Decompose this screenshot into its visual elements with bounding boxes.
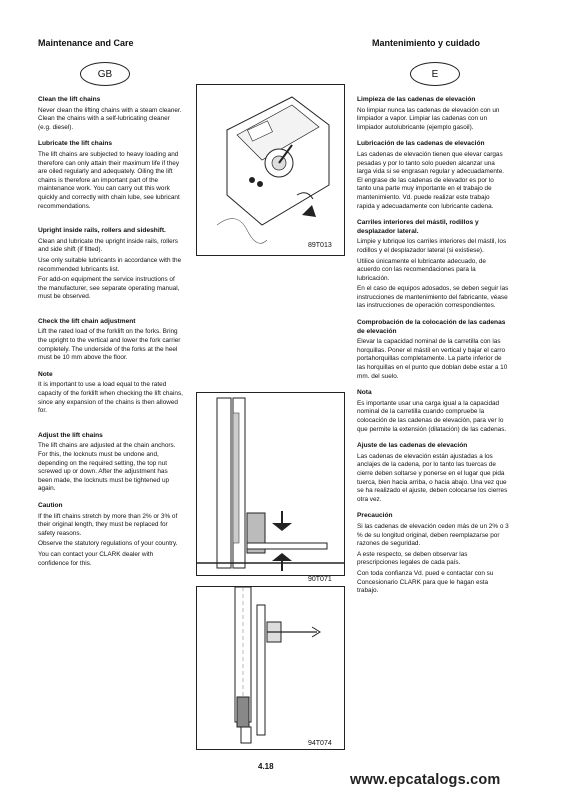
section-paragraph: It is important to use a load equal to the rated capacity of the forklift when checking the lift chains, since any expansion of the chains is then allowed for. [38,381,183,415]
section-heading: Ajuste de las cadenas de elevación [357,442,468,450]
english-section [38,227,183,302]
key-switch-illustration [197,85,344,255]
section-heading: Carriles interiores del mástil, rodillos y desplazador lateral. [357,219,479,235]
section-paragraph: The lift chains are adjusted at the chain anchors. For this, the locknuts must be undone and, depending on the required setting, the top nut screwed up or down. After the adjustment has been made, the locknuts must be tightened up again. [38,442,176,493]
spanish-column [357,96,509,604]
section-paragraph: If the lift chains stretch by more than 2% or 3% of their original length, they must be replaced for safety reasons. [38,512,178,537]
section-paragraph: Es importante usar una carga igual a la capacidad nominal de la carretilla cuando compruebe la colocación de las cadenas de elevación, para ver lo que permite la extensión (dilatación) de las cadenas. [357,399,507,433]
fork-height-illustration [197,393,344,575]
section-heading: Precaución [357,512,393,520]
section-paragraph: Clean and lubricate the upright inside rails, rollers and side shift (if fitted). [38,237,178,254]
section-paragraph: You can contact your CLARK dealer with confidence for this. [38,550,154,567]
section-heading: Nota [357,389,372,397]
section-heading: Comprobación de la colocación de las cadenas de elevación [357,319,506,335]
english-section [38,96,183,132]
language-badge-gb: GB [80,62,130,86]
figure-fork-height [196,392,345,576]
language-badge-e: E [410,62,460,86]
section-paragraph: Elevar la capacidad nominal de la carretilla con las horquillas. Poner el mástil en vertical y bajar el carro portahorquillas completamente. La parte inferior de las horquillas en el punto que doblan debe estar a 10 mm. del suelo. [357,338,508,380]
watermark: www.epcatalogs.com [350,772,501,788]
section-paragraph: Utilice únicamente el lubricante adecuado, de acuerdo con las recomendaciones para la lubricación. [357,257,486,282]
english-section [38,371,183,416]
spanish-section [357,319,509,381]
figure-label-2: 90T071 [308,576,332,583]
section-paragraph: Limpie y lubrique los carriles interiores del mástil, los rodillos y el desplazador lateral (si existiese). [357,238,507,254]
english-section [38,140,183,211]
header-right-title: Mantenimiento y cuidado [372,38,481,48]
section-paragraph: The lift chains are subjected to heavy loading and therefore can only attain their maximum life if they are oiled regularly and adequately. Oiling the lift chains is therefore an important part of the maintenance work. You can carry out this work quickly and correctly with chain lube, see lubricant recommendations. [38,150,180,210]
english-section [38,318,183,363]
section-heading: Upright inside rails, rollers and sideshift. [38,227,166,235]
section-heading: Caution [38,501,63,509]
spanish-section [357,442,509,504]
page-number: 4.18 [258,762,274,771]
english-section [38,502,183,568]
section-paragraph: Observe the statutory regulations of your country. [38,540,178,548]
section-paragraph: No limpiar nunca las cadenas de elevación con un limpiador a vapor. Limpiar las cadenas con un limpiador autolubricante (ejemplo gasoil). [357,106,500,131]
section-paragraph: Lift the rated load of the forklift on the forks. Bring the upright to the vertical and lower the fork carrier completely. The underside of the forks at the heel must be 10 mm above the floor. [38,328,181,362]
english-column [38,96,183,576]
chain-anchor-illustration [197,587,344,749]
spanish-section [357,389,509,434]
header-left-title: Maintenance and Care [38,38,134,48]
section-paragraph: Use only suitable lubricants in accordance with the recommended lubricants list. [38,256,182,273]
figure-label-3: 94T074 [308,740,332,747]
section-heading: Lubricate the lift chains [38,140,113,148]
spanish-section [357,96,509,132]
section-paragraph: Never clean the lifting chains with a steam cleaner. Clean the chains with a self-lubricating cleaner (e.g. diesel). [38,106,182,131]
english-section [38,432,183,494]
section-heading: Note [38,370,53,378]
spanish-section [357,512,509,595]
section-paragraph: En el caso de equipos adosados, se deben seguir las instrucciones de mantenimiento del fabricante, véase las instrucciones de operación correspondientes. [357,285,509,310]
figure-chain-anchor [196,586,345,750]
section-heading: Limpieza de las cadenas de elevación [357,96,476,103]
section-heading: Lubricación de las cadenas de elevación [357,140,485,148]
section-paragraph: A este respecto, se deben observar las prescripciones legales de cada país. [357,550,468,567]
section-paragraph: Las cadenas de elevación están ajustadas a los anclajes de la cadena, por lo tanto las tuercas de cierre deben soltarse y ponerse en el lugar que pida tuerca, bien hacia arriba, o hacia abajo. Una vez que se ha realizado el ajuste, deben colocarse los cierres otra vez. [357,452,508,503]
spanish-section [357,140,509,211]
section-heading: Adjust the lift chains [38,431,103,439]
section-paragraph: For add-on equipment the service instructions of the manufacturer, see separate operating manual, must be observed. [38,276,180,301]
figure-label-1: 89T013 [308,242,332,249]
spanish-section [357,219,509,311]
section-heading: Check the lift chain adjustment [38,317,136,325]
section-paragraph: Con toda confianza Vd. pued e contactar con su Concesionario CLARK para que le hagan esta trabajo. [357,569,494,595]
section-paragraph: Si las cadenas de elevación ceden más de un 2% o 3 % de su longitud original, deben reemplazarse por razones de seguridad. [357,522,509,548]
figure-key-switch [196,84,345,256]
section-paragraph: Las cadenas de elevación tienen que elevar cargas pesadas y por lo tanto solo pueden alcanzar una larga vida si se engrasan regular y adecuadamente. El engrase de las cadenas de elevador es por lo tanto una parte muy importante en el trabajo de mantenimiento. Vd. puede realizar este trabajo rapida y adecuadamente con lubricante cadena. [357,150,505,210]
section-heading: Clean the lift chains [38,96,101,103]
